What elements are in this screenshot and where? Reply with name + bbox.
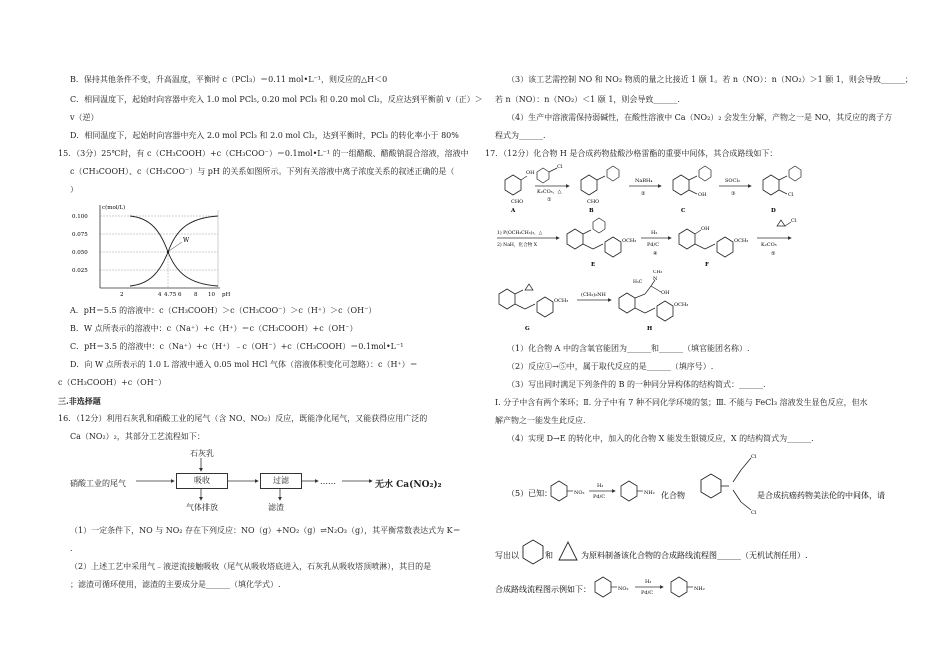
known-pdc: Pd/C	[593, 494, 606, 500]
ch3coo-curve	[130, 216, 218, 286]
c-oh: OH	[698, 192, 707, 198]
q16-sub-3-cont: 若 n（NO）：n（NO₂）＜1 颐 1，则会导致______.	[495, 95, 680, 104]
xtick-475: 4.75	[164, 292, 177, 298]
step-1: ①	[547, 197, 552, 203]
q15-option-d: D．向 W 点所表示的 1.0 L 溶液中通入 0.05 mol HCl 气体（溶液体积变化可忽略）：c（H⁺）＝	[70, 360, 418, 369]
q17-5-starting	[495, 536, 935, 572]
h-h3c: H₃C	[633, 280, 643, 285]
label-f: F	[705, 262, 709, 268]
ytick-1: 0.075	[72, 232, 88, 238]
h-och3: OCH₃	[674, 302, 689, 308]
q17-5-known	[495, 446, 935, 536]
q15-option-d-cont: c（CH₃COOH）+c（OH⁻）	[58, 378, 166, 387]
q16-stem-2: Ca（NO₂）₂，其部分工艺流程如下：	[70, 432, 205, 441]
q17-sub-2: （2）反应①→⑤中，属于取代反应的是______（填序号）.	[507, 362, 714, 371]
q14-option-c-cont: v（逆）	[70, 113, 99, 122]
q17-title: 17．（12分）化合物 H 是合成药物盐酸沙格雷酯的重要中间体，其合成路线如下：	[485, 149, 778, 158]
e-och3: OCH₃	[622, 238, 637, 244]
q16-sub-2: （2）上述工艺中采用气﹣液逆流接触吸收（尾气从吸收塔底进入，石灰乳从吸收塔顶喷淋），其目的是	[70, 562, 432, 571]
q17-5-example	[495, 570, 935, 606]
ytick-3: 0.025	[72, 268, 88, 274]
flow-top: 石灰乳	[190, 449, 214, 458]
benzene-start	[523, 540, 543, 564]
reagent-6: K₂CO₃	[761, 242, 777, 248]
reagent-1: K₂CO₃，△	[537, 189, 562, 195]
ethylene-oxide	[559, 542, 577, 560]
q17-sub-3-cond-cont: 解产物之一能发生此反应.	[495, 416, 586, 425]
q16-sub-4-cont: 程式为______.	[495, 131, 546, 140]
d-cl: Cl	[788, 192, 794, 198]
q17-5-write: 写出以	[495, 551, 519, 560]
target-cl-2: Cl	[751, 510, 757, 516]
section-title: 三.非选择题	[58, 396, 101, 406]
label-a: A	[511, 208, 516, 214]
f-oh: OH	[701, 226, 710, 232]
w-label: W	[183, 237, 190, 244]
q17-5-prefix: （5）已知：	[507, 489, 553, 498]
q16-sub-2-cont: ；滤渣可循环使用，滤渣的主要成分是______（填化学式）.	[70, 580, 281, 589]
w-point	[167, 251, 169, 253]
q16-sub-4: （4）生产中溶液需保持弱碱性，在酸性溶液中 Ca（NO₂）₂ 会发生分解，产物之一是 NO，其反应的离子方	[507, 113, 893, 122]
known-nh2: NH₂	[644, 490, 655, 496]
q15-stem-3: ）	[70, 185, 78, 194]
q17-sub-1: （1）化合物 A 中的含氧官能团为______和______（填官能团名称）.	[507, 344, 750, 353]
flow-residue: 滤渣	[268, 503, 284, 512]
flow-gas: 气体排放	[186, 503, 218, 512]
scheme-row-3	[495, 270, 935, 334]
chart-ylabel: c(mol/L)	[102, 205, 126, 211]
xtick-2: 2	[120, 292, 124, 298]
q17-5-example-label: 合成路线流程图示例如下：	[495, 585, 591, 594]
b-cho: CHO	[587, 199, 600, 205]
label-g: G	[525, 326, 530, 332]
target-cl-1: Cl	[751, 454, 757, 460]
h-n: N	[653, 276, 658, 282]
flow-dots: ……	[320, 477, 336, 486]
xtick-8: 8	[194, 292, 198, 298]
known-h2: H₂	[597, 483, 604, 489]
f-och3: OCH₃	[734, 238, 749, 244]
q17-sub-3-cond: Ⅰ. 分子中含有两个苯环；Ⅱ. 分子中有 7 种不同化学环境的氢；Ⅲ. 不能与 FeCl₃ 溶液发生显色反应，但水	[495, 398, 868, 407]
filter-box: 过滤	[260, 473, 302, 489]
q15-stem-2: c（CH₃COOH）、c（CH₃COO⁻）与 pH 的关系如图所示。下列有关溶液中离子浓度关系的叙述正确的是（	[70, 167, 455, 176]
label-e: E	[591, 262, 596, 268]
q15-option-c: C．pH＝3.5 的溶液中：c（Na⁺）+c（H⁺）﹣c（OH⁻）+c（CH₃COOH）＝0.1mol•L⁻¹	[70, 342, 404, 351]
q17-5-route: 为原料制备该化合物的合成路线流程图______（无机试剂任用）.	[581, 551, 808, 560]
step-3: ③	[731, 191, 736, 197]
reagent-4b: 2) NaH，化合物 X	[497, 243, 538, 248]
q16-sub-1-end: .	[70, 544, 73, 553]
q15-option-a: A．pH＝5.5 的溶液中：c（CH₃COOH）＞c（CH₃COO⁻）＞c（H⁺）＞c（OH⁻）	[70, 306, 377, 315]
concentration-chart	[70, 200, 230, 300]
q14-option-c: C．相同温度下，起始时向容器中充入 1.0 mol PCl₅, 0.20 mol PCl₃ 和 0.20 mol Cl₂，反应达到平衡前 v（正）＞	[70, 95, 483, 104]
a-cho: CHO	[511, 199, 524, 205]
h-ch3: CH₃	[653, 270, 663, 275]
ex-pdc: Pd/C	[641, 590, 654, 596]
a-oh: OH	[526, 170, 535, 176]
q17-sub-3: （3）写出同时满足下列条件的 B 的一种同分异构体的结构简式：______.	[507, 380, 766, 389]
g-och3: OCH₃	[554, 298, 569, 304]
reagent-2: NaBH₄	[635, 178, 653, 184]
reagent-5: H₂	[651, 230, 658, 236]
q17-5-compound: 化合物	[661, 491, 685, 500]
reagent-7: (CH₃)₂NH	[581, 292, 606, 298]
label-b: B	[589, 208, 594, 214]
flow-output: 无水 Ca(NO₂)₂	[375, 480, 442, 490]
label-c: C	[681, 208, 686, 214]
flow-input: 硝酸工业的尾气	[70, 479, 126, 488]
label-d: D	[771, 208, 776, 214]
r1-cl: Cl	[557, 164, 563, 170]
ch3cooh-curve	[130, 216, 218, 286]
q17-sub-4: （4）实现 D→E 的转化中，加入的化合物 X 能发生银镜反应，X 的结构简式为______.	[507, 434, 814, 443]
known-no2: NO₂	[574, 490, 585, 496]
q16-sub-1: （1）一定条件下，NO 与 NO₂ 存在下列反应：NO（g）+NO₂（g）⇌N₂O₃（g），其平衡常数表达式为 K＝	[70, 526, 461, 535]
step-4: ④	[653, 251, 658, 257]
step-5: ⑤	[771, 251, 776, 257]
q15-stem-1: 15．（3分）25℃时，有 c（CH₃COOH）+c（CH₃COO⁻）＝0.1mol•L⁻¹ 的一组醋酸、醋酸钠混合溶液，溶液中	[58, 149, 469, 158]
xtick-4: 4	[158, 292, 162, 298]
chart-xlabel: pH	[222, 292, 230, 298]
label-h: H	[647, 326, 653, 332]
q15-option-b: B．W 点所表示的溶液中：c（Na⁺）+c（H⁺）＝c（CH₃COOH）+c（OH⁻）	[70, 324, 358, 333]
ex-nh2: NH₂	[694, 586, 705, 592]
ytick-2: 0.050	[72, 250, 88, 256]
q16-stem-1: 16．（12分）利用石灰乳和硝酸工业的尾气（含 NO、NO₂）反应，既能净化尾气，又能获得应用广泛的	[58, 414, 428, 423]
absorb-box: 吸收	[176, 473, 228, 489]
process-flow	[70, 446, 470, 516]
scheme-row-1	[495, 162, 935, 214]
q17-5-and: 和	[545, 551, 553, 560]
q14-option-d: D．相同温度下，起始时向容器中充入 2.0 mol PCl₃ 和 2.0 mol Cl₂，达到平衡时，PCl₃ 的转化率小于 80%	[70, 131, 459, 140]
ytick-0: 0.100	[72, 214, 88, 220]
h-oh: OH	[661, 290, 670, 296]
q14-option-b: B．保持其他条件不变，升高温度，平衡时 c（PCl₃）＝0.11 mol•L⁻¹，则反应的△H＜0	[70, 75, 388, 84]
benzene-ring-a	[505, 175, 521, 195]
reagent-4a: 1) P(OCH₂CH₃)₃，△	[497, 231, 543, 236]
q17-5-suffix: 是合成抗癌药物美法伦的中间体，请	[757, 491, 885, 500]
xtick-10: 10	[208, 292, 215, 298]
epi-cl: Cl	[791, 218, 797, 224]
reagent-5b: Pd/C	[647, 242, 660, 248]
q16-sub-3: （3）该工艺需控制 NO 和 NO₂ 物质的量之比接近 1 颐 1。若 n（NO）：n（NO₂）＞1 颐 1，则会导致______；	[507, 75, 913, 84]
reagent-3: SOCl₂	[725, 178, 740, 184]
xtick-6: 6	[178, 292, 182, 298]
ex-no2: NO₂	[618, 586, 629, 592]
scheme-row-2	[495, 216, 935, 268]
ex-h2: H₂	[645, 579, 652, 585]
step-2: ②	[641, 191, 646, 197]
